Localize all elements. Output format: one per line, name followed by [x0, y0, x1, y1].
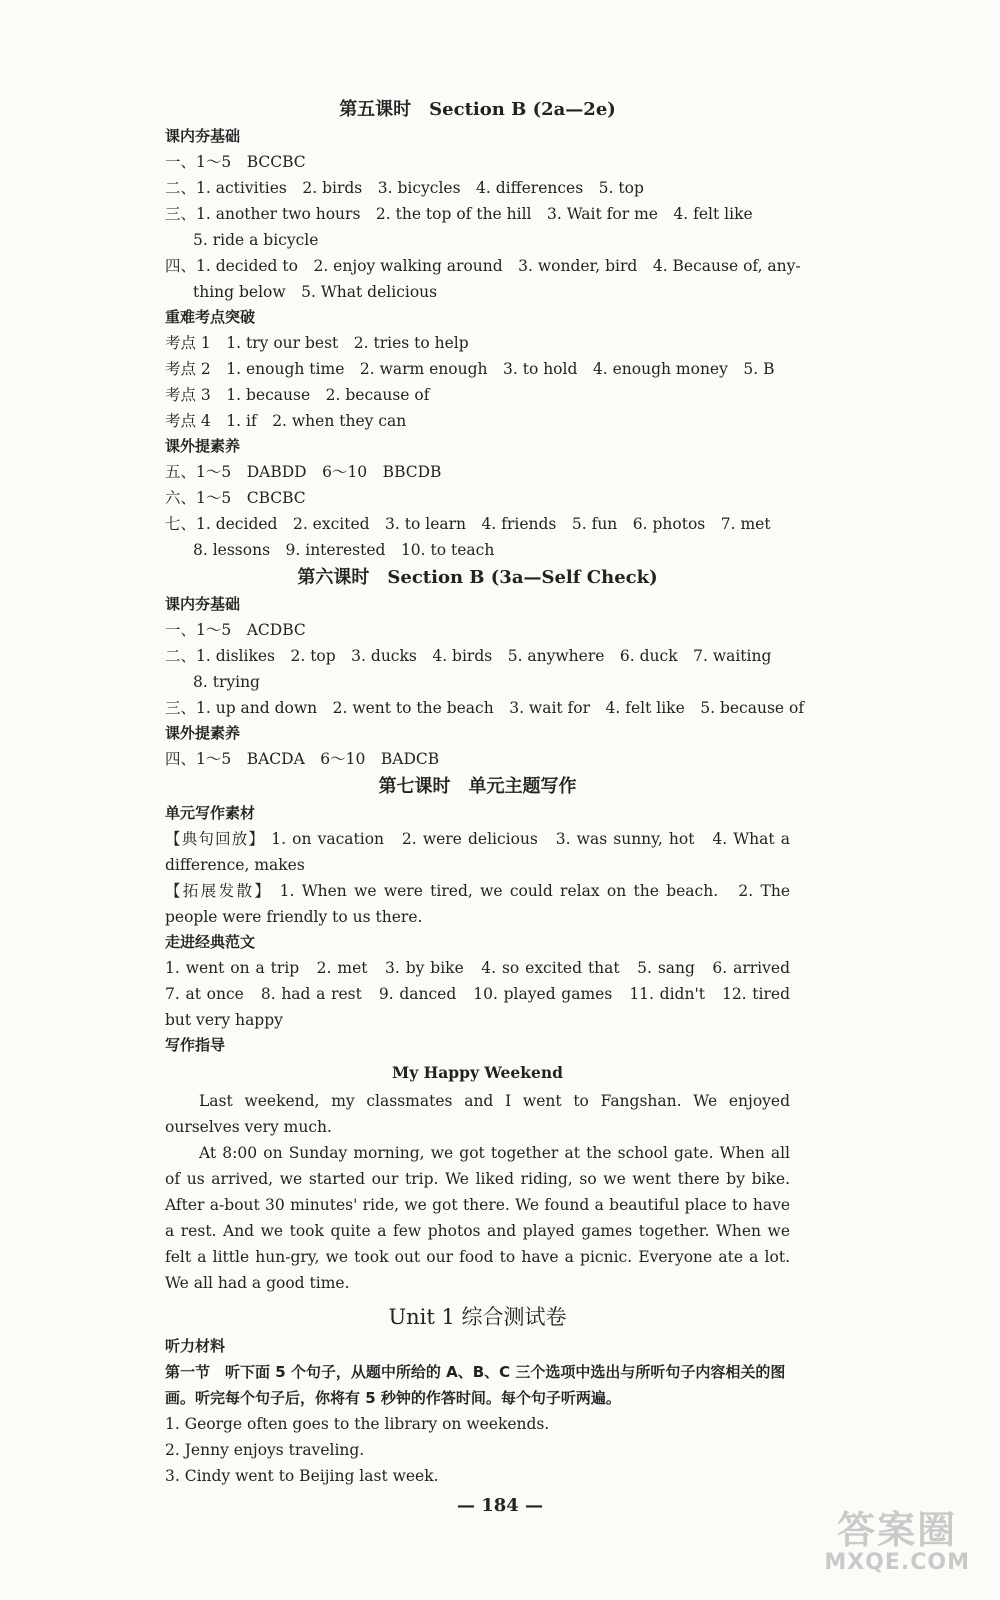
subheading: 课内夯基础 [165, 595, 241, 613]
subheading: 听力材料 [165, 1337, 226, 1355]
subheading: 重难考点突破 [165, 308, 256, 326]
subheading: 走进经典范文 [165, 933, 256, 951]
answer-line: 二、1. dislikes 2. top 3. ducks 4. birds 5. anywhere 6. duck 7. waiting [165, 647, 772, 665]
answer-paragraph: 1. went on a trip 2. met 3. by bike 4. so excited that 5. sang 6. arrived 7. at once 8. had a rest 9. danced 10. played games 11. didn't 12. tired but very happy [165, 959, 806, 1029]
answer-line: 考点 4 1. if 2. when they can [165, 412, 407, 430]
answer-paragraph: 【典句回放】 1. on vacation 2. were delicious 3. was sunny, hot 4. What a difference, makes [165, 830, 790, 874]
subheading: 课外提素养 [165, 724, 241, 742]
answer-line: 三、1. up and down 2. went to the beach 3. wait for 4. felt like 5. because of [165, 699, 805, 717]
answer-line: 一、1～5 BCCBC [165, 153, 306, 171]
answer-line: 二、1. activities 2. birds 3. bicycles 4. differences 5. top [165, 179, 644, 197]
answer-line: 五、1～5 DABDD 6～10 BBCDB [165, 463, 442, 481]
answer-line: 三、1. another two hours 2. the top of the hill 3. Wait for me 4. felt like [165, 205, 753, 223]
subheading: 课内夯基础 [165, 127, 241, 145]
subheading: 单元写作素材 [165, 804, 256, 822]
answer-line: 8. lessons 9. interested 10. to teach [193, 541, 495, 559]
unit-test-title: Unit 1 综合测试卷 [388, 1305, 567, 1329]
answer-line: 四、1～5 BACDA 6～10 BADCB [165, 750, 440, 768]
subheading: 课外提素养 [165, 437, 241, 455]
watermark-mark: 答案圈 [837, 1508, 958, 1552]
answer-line: 六、1～5 CBCBC [165, 489, 306, 507]
answer-line: 考点 1 1. try our best 2. tries to help [165, 334, 469, 352]
essay-paragraph: Last weekend, my classmates and I went to Fangshan. We enjoyed ourselves very much. [165, 1092, 790, 1136]
answer-line: 5. ride a bicycle [193, 231, 319, 249]
section-title: 第六课时 Section B (3a—Self Check) [297, 567, 658, 588]
answer-page [165, 95, 806, 1489]
watermark-url: MXQE.COM [824, 1550, 970, 1575]
answer-line: 8. trying [193, 673, 260, 691]
listening-sentence: 2. Jenny enjoys traveling. [165, 1441, 365, 1459]
subheading: 写作指导 [165, 1036, 226, 1054]
essay-paragraph: At 8:00 on Sunday morning, we got together at the school gate. When all of us arrived, we started our trip. We liked riding, so we went there by bike. After a-bout 30 minutes' ride, we got there. We found a beautiful place to have a rest. And we took quite a few photos and played games together. When we felt a little hun-gry, we took out our food to have a picnic. Everyone ate a lot. We all had a good time. [165, 1144, 790, 1292]
listening-sentence: 3. Cindy went to Beijing last week. [165, 1467, 439, 1485]
answer-line: thing below 5. What delicious [193, 283, 438, 301]
listening-instruction: 第一节 听下面 5 个句子，从题中所给的 A、B、C 三个选项中选出与所听句子内容相关的图画。听完每个句子后，你将有 5 秒钟的作答时间。每个句子听两遍。 [165, 1363, 786, 1407]
section-title: 第五课时 Section B (2a—2e) [339, 99, 616, 120]
answer-line: 一、1～5 ACDBC [165, 621, 306, 639]
listening-sentence: 1. George often goes to the library on weekends. [165, 1415, 550, 1433]
answer-line: 七、1. decided 2. excited 3. to learn 4. friends 5. fun 6. photos 7. met [165, 515, 771, 533]
watermark-logo [824, 1510, 970, 1575]
answer-line: 四、1. decided to 2. enjoy walking around 3. wonder, bird 4. Because of, any- [165, 257, 801, 275]
answer-paragraph: 【拓展发散】 1. When we were tired, we could relax on the beach. 2. The people were friendly to us there. [165, 882, 790, 926]
answer-line: 考点 2 1. enough time 2. warm enough 3. to hold 4. enough money 5. B [165, 360, 775, 378]
section-title: 第七课时 单元主题写作 [378, 776, 577, 797]
page-number: — 184 — [456, 1495, 544, 1516]
answer-line: 考点 3 1. because 2. because of [165, 386, 430, 404]
essay-title: My Happy Weekend [392, 1063, 563, 1082]
